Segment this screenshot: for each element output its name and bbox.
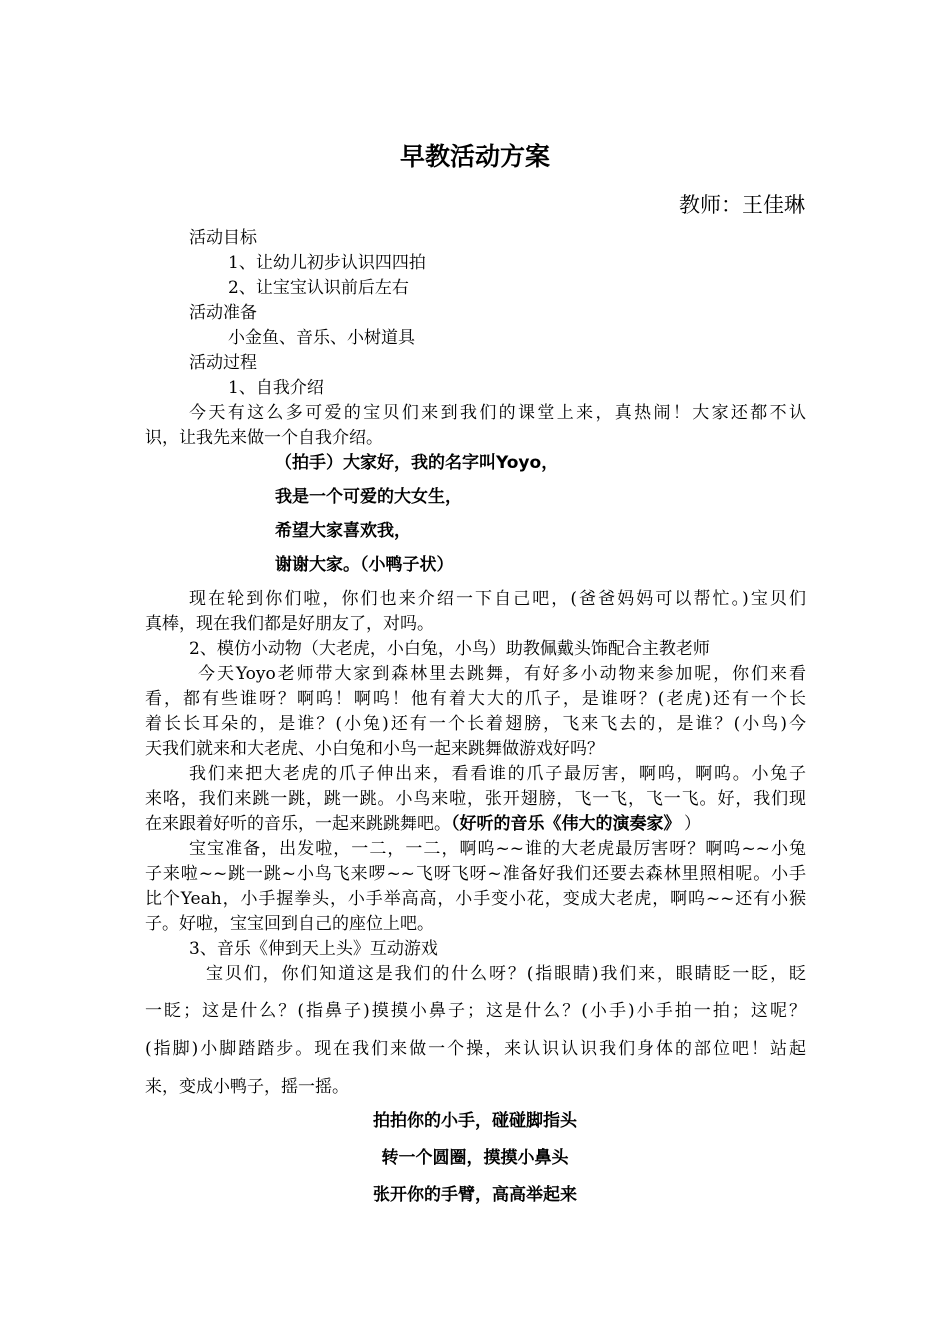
paragraph-line: 天我们就来和大老虎、小白兔和小鸟一起来跳舞做游戏好吗？: [145, 739, 604, 759]
paragraph-text: ）: [684, 814, 701, 834]
paragraph-line: [145, 814, 701, 834]
paragraph-line: 我们来把大老虎的爪子伸出来，看看谁的爪子最厉害，啊呜，啊呜。小兔子: [189, 764, 806, 784]
paragraph-line: 今天Yoyo老师带大家到森林里去跳舞，有好多小动物来参加呢，你们来看: [198, 664, 806, 684]
paragraph-line: 来，变成小鸭子，摇一摇。: [145, 1077, 349, 1097]
paragraph-line: 现在轮到你们啦，你们也来介绍一下自己吧，(爸爸妈妈可以帮忙。)宝贝们: [189, 589, 806, 609]
poem-line: 谢谢大家。（小鸭子状）: [275, 555, 454, 575]
step-heading: 3、音乐《伸到天上头》互动游戏: [189, 939, 438, 959]
paragraph-line: 真棒，现在我们都是好朋友了，对吗。: [145, 614, 434, 634]
song-line: 拍拍你的小手，碰碰脚指头: [373, 1111, 577, 1131]
music-title: （好听的音乐《伟大的演奏家》: [451, 814, 672, 834]
paragraph-text: 在来跟着好听的音乐，一起来跳跳舞吧。: [145, 814, 451, 834]
poem-line: 我是一个可爱的大女生，: [275, 487, 462, 507]
paragraph-line: 子。好啦，宝宝回到自己的座位上吧。: [145, 914, 434, 934]
song-line: 转一个圆圈，摸摸小鼻头: [381, 1148, 569, 1168]
paragraph-line: 看，都有些谁呀？啊呜！啊呜！他有着大大的爪子，是谁呀？(老虎)还有一个长: [145, 689, 806, 709]
goal-item: 1、让幼儿初步认识四四拍: [228, 253, 426, 273]
paragraph-line: (指脚)小脚踏踏步。现在我们来做一个操，来认识认识我们身体的部位吧！站起: [145, 1039, 806, 1059]
step-heading: 1、自我介绍: [228, 378, 324, 398]
teacher-name: 教师：王佳琳: [679, 193, 805, 217]
goal-item: 2、让宝宝认识前后左右: [228, 278, 409, 298]
paragraph-line: 比个Yeah，小手握拳头，小手举高高，小手变小花，变成大老虎，啊呜~~还有小猴: [145, 889, 806, 909]
paragraph-line: 今天有这么多可爱的宝贝们来到我们的课堂上来，真热闹！大家还都不认: [189, 403, 806, 423]
step-heading: 2、模仿小动物（大老虎，小白兔，小鸟）助教佩戴头饰配合主教老师: [189, 639, 710, 659]
prep-heading: 活动准备: [189, 303, 257, 323]
paragraph-line: 识，让我先来做一个自我介绍。: [145, 428, 383, 448]
goals-heading: 活动目标: [189, 228, 257, 248]
paragraph-line: 子来啦~~跳一跳~小鸟飞来啰~~飞呀飞呀~准备好我们还要去森林里照相呢。小手: [145, 864, 806, 884]
paragraph-line: 来咯，我们来跳一跳，跳一跳。小鸟来啦，张开翅膀，飞一飞，飞一飞。好，我们现: [145, 789, 806, 809]
paragraph-line: 宝宝准备，出发啦，一二，一二，啊呜~~谁的大老虎最厉害呀？啊呜~~小兔: [189, 839, 806, 859]
paragraph-line: 着长长耳朵的，是谁？(小兔)还有一个长着翅膀，飞来飞去的，是谁？(小鸟)今: [145, 714, 806, 734]
prep-items: 小金鱼、音乐、小树道具: [228, 328, 415, 348]
paragraph-line: 一眨；这是什么？(指鼻子)摸摸小鼻子；这是什么？(小手)小手拍一拍；这呢？: [145, 1001, 806, 1021]
poem-line: （拍手）大家好，我的名字叫Yoyo，: [275, 453, 559, 473]
document-title: 早教活动方案: [399, 142, 550, 171]
poem-line: 希望大家喜欢我，: [275, 521, 411, 541]
paragraph-line: 宝贝们，你们知道这是我们的什么呀？(指眼睛)我们来，眼睛眨一眨，眨: [206, 964, 806, 984]
song-line: 张开你的手臂，高高举起来: [373, 1185, 577, 1205]
process-heading: 活动过程: [189, 353, 257, 373]
